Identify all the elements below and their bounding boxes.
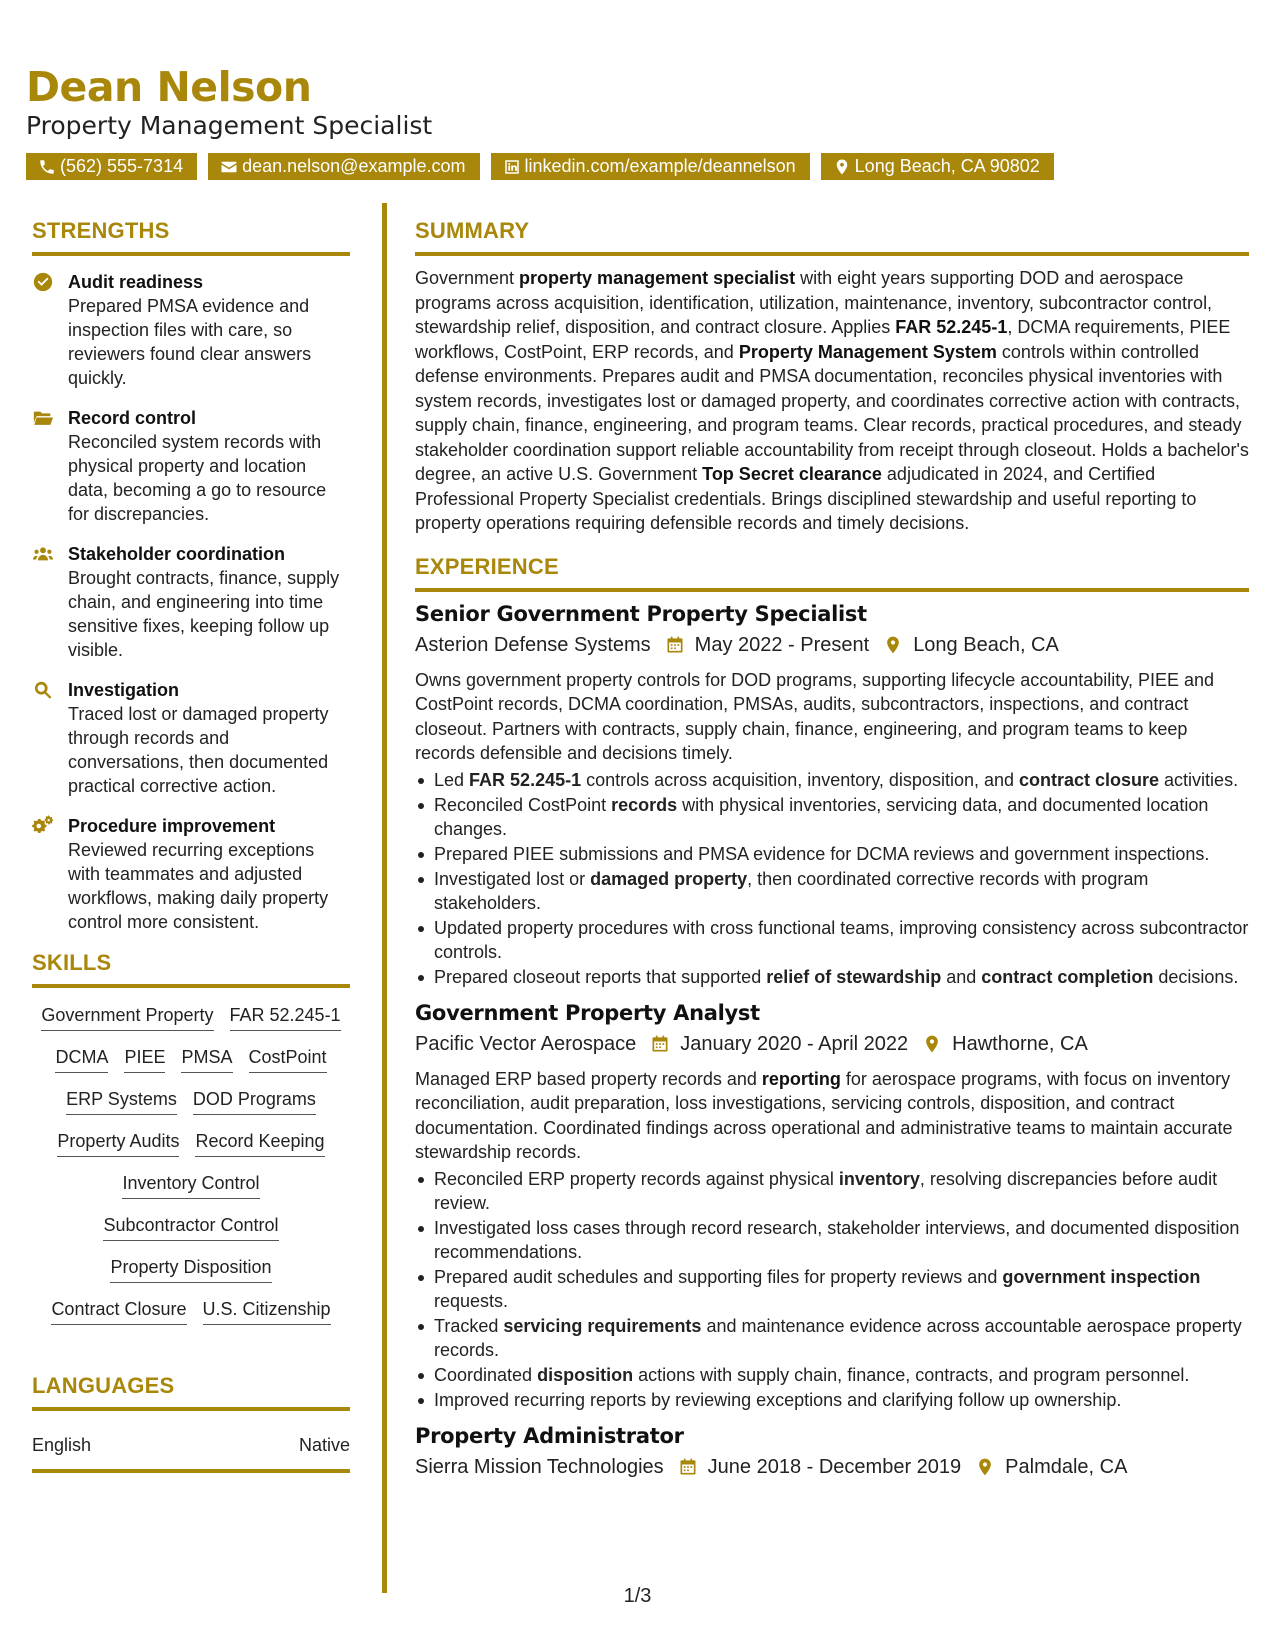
- skill-tag: Subcontractor Control: [103, 1214, 278, 1241]
- job-bullet: Coordinated disposition actions with supply chain, finance, contracts, and program personnel.: [415, 1363, 1249, 1387]
- job-bullet: Reconciled CostPoint records with physical inventories, servicing data, and documented location changes.: [415, 793, 1249, 841]
- skill-tag: Record Keeping: [195, 1130, 324, 1157]
- location-icon: [922, 1034, 942, 1054]
- strength-title: Investigation: [68, 680, 180, 700]
- folder-open-icon: [32, 407, 54, 429]
- calendar-icon: [665, 635, 685, 655]
- skill-tag: PMSA: [181, 1046, 232, 1073]
- skill-tag: Government Property: [41, 1004, 213, 1031]
- left-column: [32, 216, 350, 1473]
- job-title: Government Property Analyst: [415, 1000, 760, 1025]
- location-icon: [883, 635, 903, 655]
- contact-location: [821, 153, 1054, 180]
- languages-heading: LANGUAGES: [32, 1373, 175, 1398]
- job-bullet: Prepared PIEE submissions and PMSA evidence for DCMA reviews and government inspections.: [415, 842, 1249, 866]
- candidate-name: Dean Nelson: [26, 63, 312, 111]
- strength-item: [32, 814, 350, 934]
- skill-tag: U.S. Citizenship: [203, 1298, 331, 1325]
- skills-heading: SKILLS: [32, 950, 112, 975]
- job-bullet: Reconciled ERP property records against physical inventory, resolving discrepancies before audit review.: [415, 1167, 1249, 1215]
- job-bullet: Investigated lost or damaged property, then coordinated corrective records with program stakeholders.: [415, 867, 1249, 915]
- location-icon: [975, 1457, 995, 1477]
- job-meta: [415, 630, 1249, 660]
- strengths-heading: STRENGTHS: [32, 218, 170, 243]
- job-bullets: [415, 1167, 1249, 1412]
- section-rule: [32, 1407, 350, 1411]
- strength-title: Stakeholder coordination: [68, 544, 286, 564]
- contact-bar: [26, 153, 1256, 180]
- candidate-title: Property Management Specialist: [26, 111, 433, 140]
- job-location: Hawthorne, CA: [952, 1032, 1088, 1055]
- skill-tag: Contract Closure: [51, 1298, 186, 1325]
- job-meta: [415, 1029, 1249, 1059]
- phone-icon: [38, 158, 56, 176]
- job-description: Managed ERP based property records and reporting for aerospace programs, with focus on inventory reconciliation, audit preparation, loss investigations, servicing controls, disposition, and contract documentation. Coordinated findings across operational and administrative teams to maintain accurate stewardship records.: [415, 1068, 1233, 1162]
- job-company: Asterion Defense Systems: [415, 633, 651, 656]
- skill-tag: CostPoint: [249, 1046, 327, 1073]
- job-location: Long Beach, CA: [913, 633, 1059, 656]
- strength-item: [32, 678, 350, 798]
- language-name: English: [32, 1435, 92, 1455]
- email-text: dean.nelson@example.com: [242, 156, 466, 176]
- job-description: Owns government property controls for DOD programs, supporting lifecycle accountability, PIEE and CostPoint records, DCMA coordination, PMSAs, audits, subcontractors, inspections, and contract closeout. Partners with contracts, supply chain, finance, engineering, and program teams to keep records defensible and decisions timely.: [415, 669, 1215, 763]
- skill-tag: FAR 52.245-1: [230, 1004, 341, 1031]
- linkedin-icon: [503, 158, 521, 176]
- gears-icon: [32, 815, 54, 837]
- job-dates: January 2020 - April 2022: [680, 1032, 909, 1055]
- job-meta: [415, 1452, 1249, 1482]
- page-number: 1/3: [623, 1585, 652, 1607]
- skill-tag: Property Audits: [57, 1130, 179, 1157]
- job-bullet: Investigated loss cases through record research, stakeholder interviews, and documented disposition recommendations.: [415, 1216, 1249, 1264]
- skill-tag: DOD Programs: [193, 1088, 316, 1115]
- search-icon: [32, 679, 54, 701]
- strength-desc: Prepared PMSA evidence and inspection files with care, so reviewers found clear answers quickly.: [68, 296, 312, 388]
- contact-linkedin[interactable]: [491, 153, 810, 180]
- strength-desc: Traced lost or damaged property through records and conversations, then documented practical corrective action.: [68, 704, 329, 796]
- calendar-icon: [650, 1034, 670, 1054]
- section-rule: [415, 588, 1249, 592]
- column-divider: [382, 203, 387, 1593]
- language-level-bar: [32, 1469, 350, 1473]
- job-bullets: [415, 768, 1249, 989]
- summary-heading: SUMMARY: [415, 218, 530, 243]
- job-bullet: Updated property procedures with cross functional teams, improving consistency across subcontractor controls.: [415, 916, 1249, 964]
- job-bullet: Improved recurring reports by reviewing exceptions and clarifying follow up ownership.: [415, 1388, 1249, 1412]
- strength-desc: Reviewed recurring exceptions with teammates and adjusted workflows, making daily property control more consistent.: [68, 840, 329, 932]
- phone-text: (562) 555-7314: [60, 156, 184, 176]
- strengths-list: [32, 270, 350, 934]
- users-icon: [32, 543, 54, 565]
- job-entry: [415, 1422, 1249, 1482]
- job-entry: [415, 600, 1249, 989]
- strength-title: Record control: [68, 408, 197, 428]
- contact-phone[interactable]: [26, 153, 197, 180]
- section-rule: [32, 252, 350, 256]
- strength-item: [32, 542, 350, 662]
- job-dates: June 2018 - December 2019: [707, 1455, 962, 1478]
- job-company: Sierra Mission Technologies: [415, 1455, 664, 1478]
- section-rule: [415, 252, 1249, 256]
- job-entry: [415, 999, 1249, 1412]
- skills-list: [32, 1004, 350, 1325]
- resume-header: [26, 62, 1256, 180]
- strength-title: Procedure improvement: [68, 816, 276, 836]
- job-bullet: Tracked servicing requirements and maintenance evidence across accountable aerospace property records.: [415, 1314, 1249, 1362]
- location-icon: [833, 158, 851, 176]
- job-location: Palmdale, CA: [1005, 1455, 1128, 1478]
- skill-tag: DCMA: [55, 1046, 108, 1073]
- job-bullet: Prepared closeout reports that supported relief of stewardship and contract completion decisions.: [415, 965, 1249, 989]
- skill-tag: ERP Systems: [66, 1088, 177, 1115]
- job-dates: May 2022 - Present: [694, 633, 870, 656]
- strength-item: [32, 270, 350, 390]
- mail-icon: [220, 158, 238, 176]
- strength-title: Audit readiness: [68, 272, 204, 292]
- calendar-icon: [678, 1457, 698, 1477]
- language-level: Native: [298, 1435, 350, 1455]
- strength-desc: Brought contracts, finance, supply chain, and engineering into time sensitive fixes, keeping follow up visible.: [68, 568, 340, 660]
- strength-desc: Reconciled system records with physical property and location data, becoming a go to resource for discrepancies.: [68, 432, 327, 524]
- skill-tag: PIEE: [124, 1046, 165, 1073]
- summary-text: Government property management specialist with eight years supporting DOD and aerospace programs across acquisition, identification, utilization, maintenance, inventory, subcontractor control, stewardship relief, disposition, and contract closure. Applies FAR 52.245-1, DCMA requirements, PIEE workflows, CostPoint, ERP records, and Property Management System controls within controlled defense environments. Prepares audit and PMSA documentation, reconciles physical inventories with system records, investigates lost or damaged property, and coordinates corrective action with contracts, supply chain, finance, engineering, and program teams. Clear records, practical procedures, and steady stakeholder coordination support reliable accountability from receipt through closeout. Holds a bachelor's degree, an active U.S. Government Top Secret clearance adjudicated in 2024, and Certified Professional Property Specialist credentials. Brings disciplined stewardship and useful reporting to property operations requiring defensible records and timely decisions.: [415, 268, 1249, 533]
- right-column: [415, 216, 1249, 1482]
- job-company: Pacific Vector Aerospace: [415, 1032, 637, 1055]
- location-text: Long Beach, CA 90802: [854, 156, 1040, 176]
- job-bullet: Prepared audit schedules and supporting files for property reviews and government inspection requests.: [415, 1265, 1249, 1313]
- linkedin-text: linkedin.com/example/deannelson: [524, 156, 796, 176]
- skill-tag: Property Disposition: [110, 1256, 271, 1283]
- section-rule: [32, 984, 350, 988]
- experience-heading: EXPERIENCE: [415, 553, 559, 579]
- contact-email[interactable]: [208, 153, 479, 180]
- language-row: [32, 1433, 350, 1457]
- job-title: Senior Government Property Specialist: [415, 601, 867, 626]
- check-circle-icon: [32, 271, 54, 293]
- job-title: Property Administrator: [415, 1423, 684, 1448]
- skill-tag: Inventory Control: [122, 1172, 259, 1199]
- job-bullet: Led FAR 52.245-1 controls across acquisition, inventory, disposition, and contract closure activities.: [415, 768, 1249, 792]
- strength-item: [32, 406, 350, 526]
